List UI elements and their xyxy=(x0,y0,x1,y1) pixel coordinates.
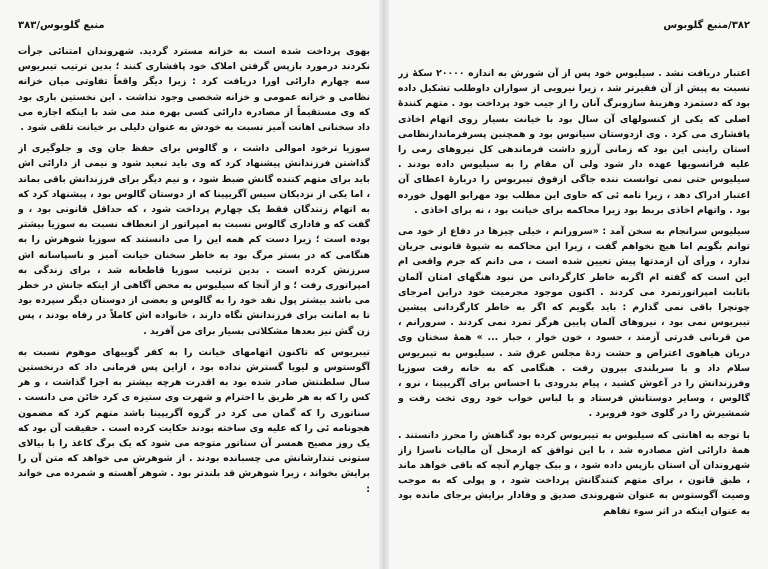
paragraph: اعتبار دریافت نشد . سیلیوس خود پس از آن شورش به اندازه ۲۰۰۰۰ سکهٔ زر نسبت به پیش از آن فقیرتر شد ، زیرا نیرویی از سواران داوطلب تشکیل داده بود که دستمزد وهزینهٔ سازوبرگ آنان را از جیب خود پرداخت بود . متهم کنندهٔ اصلی که یکی از کنسولهای آن سال بود با خیانت بسیار روی اتهام اخاذی پافشاری می کرد . وی ازدوستان سیانوس بود و همچنین پسرفرماندارنظامی استان راینی این بود که زمانی آرزو داشت فرماندهی کل نیروهای رمی را علیه فرانسویها عهده دار شود ولی آن مقام را به سیلیوس داده بودند . سیلیوس حتی نمی توانست ننده جاگی ازفوق تیبریوس را دربارهٔ اعطای آن اعتبار ادراک دهد ، زیرا نامه ئی که حاوی این مطلب بود مهرابو الهول خورده بود . واتهام اخاذی بربط بود زیرا محاکمه برای خیانت بود ، نه برای اخاذی . xyxy=(398,68,750,216)
paragraph: سیلیوس سرانجام به سخن آمد : «سرورانم ، خیلی چیزها در دفاع از خود می توانم بگویم اما هیچ نخواهم گفت ، زیرا این محاکمه به شیوهٔ قانونی جریان ندارد ، ورأی آن ازمدتها پیش تعیین شده است ، می دانم که جرم واقعی ام این است که گفته ام اگربه خاطر کارگردانی من نبود هنگهای امتان آلمان باثابت امپراتورتمرد می کردند . اکنون موجود مجرمیت خود دراین امرجای چونچرا باقی نمی گذارم : باید بگویم که اگر به خاطر کارگردانی پیشین تیبریوس نمی بود ، نیروهای آلمان پایین هرگز تمرد نمی کردند . سرورانم ، من قربانی قدرتی آزمند ، حسود ، خون خوار ، جبار ... » همهٔ سخنان وی دریان هیاهوی اعتراض و حشت زدهٔ مجلس غرق شد . سیلیوس به تیبریوس سلام داد و با سربلندی بیرون رفت . هنگامی که به خانه رفت سوزیا وفرزندانش را در آغوش کشید ، پیام بدرودی با احساس برای آگریپینا ، نرو ، گالوس ، وسایر دوستانش فرستاد و با لباس خواب خود روی تخت رفت و شمشیرش را در گلوی خود فروبرد . xyxy=(398,226,750,420)
paragraph: با توجه به اهانتی که سیلیوس به تیبریوس کرده بود گناهش را محرز دانستند . همهٔ دارائی اش مصادره شد ، با این توافق که ازمحل آن مالیات ناسزا زاز شهروندان آن استان بازپس داده شود ، و بیک چهارم آنچه که باقی خواهد ماند ، طبق قانون ، برای متهم کنندگانش پرداخت شود ، و پولی که به موجب وصیت آگوستوس به عنوان شهروندی صدیق و وفادار برایش برجای مانده بود به عنوان اینکه در اثر سوء تفاهم xyxy=(398,429,750,517)
left-page xyxy=(18,0,370,569)
page-body xyxy=(18,44,370,497)
page-header: منبع گلوبوس/۳۸۳ xyxy=(18,20,105,31)
paragraph: بهوی پرداخت شده است به خزانه مسترد گردید. شهروندان امتنائی جرأت نکردند درمورد بازپس گرفتن املاک خود پافشاری کنند ؛ بدین ترتیب تیبریوس سه چهارم دارائی اورا دریافت کرد : زیرا دیگر واقعاً تفاوتی میان خزانه نظامی و خزانه عمومی و خزانه شخصی وجود نداشت . این نخستین باری بود که وی مستقیماً از مصادره دارائی کسی بهره مند می شد با اینکه اجازه می داد سخنانی اهانت آمیز نسبت به خودش به عنوان دلیلی بر خیانت تلقی شود . xyxy=(18,46,370,134)
right-page xyxy=(398,0,750,569)
paragraph: تیبریوس که تاکنون اتهامهای خیانت را به کفر گوییهای موهوم نسبت به آگوستوس و لیویا گسترش نداده بود ، ازاین پس فرمانی داد که درنخستین سال سلطنتش صادر شده بود به اقدرت هرچه بیشتر به اجرا گذاشت ، و هر کس را که به هر طریق با احترام و شهرت وی ستیزه ی کرد خائن می دانست . سناتوری را که گمان می کرد در گروه آگریپینا باشد متهم کرد که مضمون هجونامه ئی را که علیه وی ساخته بودند حکایت کرده است . حقیقت آن بود که یک روز مصیح همسر آن سناتور متوجه می شود که یک برگ کاغذ را با بیالای ستونی تندارشانش می چسبانده بودند . از شوهرش می خواهد که متن آن را برایش بخواند ، زیرا شوهرش قد بلندتر بود . شوهر آهسته و شمرده می خواند : xyxy=(18,346,370,495)
paragraph: سوزیا ترخود اموالی داشت ، و گالوس برای حفظ جان وی و جلوگیری از گذاشتن فرزندانش پیشنهاد کرد که وی باید تبعید شود و نیمی از دارائی اش باید برای متهم کننده گانش ضبط شود ، و نیم دیگر برای فرزندانش باقی بماند ، اما یکی از نزدیکان سیس آگریپینا که از دوستان گالوس بود ، پیشنهاد کرد که به اتهام زنندگان فقط یک چهارم پرداخت شود ، که حداقل قانونی بود ، و گفت که و فاداری گالوس نسبت به امپراتور از انعطاف نسبت به سوزیا بیشتر بوده است ؛ زیرا دست کم همه این را می دانستند که سوزیا شوهرش را به هنگامی که در بستر مرگ بود به خاطر سخنان خیانت آمیز و ناسپاسانه اش سرزنش کرده است . بدین ترتیب سوزیا قاطعانه شد ، برای زندگی به امپراتوری رفت ؛ و از آنجا که سیلیوس به محض آگاهی از اینکه جانش در خطر می باشد بیشتر پول نقد خود را به گالوس و بعضی از دوستان دیگر سپرده بود تا به امانت برای فرزندانش نگاه دارند ، خانواده اش کاملاً در رفاه بودند ، پس زن گش نیز بعدها مشکلاتی بسیار برای من آفرید . xyxy=(18,143,370,337)
page-header: ۳۸۲/منبع گلوبوس xyxy=(663,20,750,31)
book-gutter xyxy=(379,0,389,569)
page-body xyxy=(398,66,750,519)
